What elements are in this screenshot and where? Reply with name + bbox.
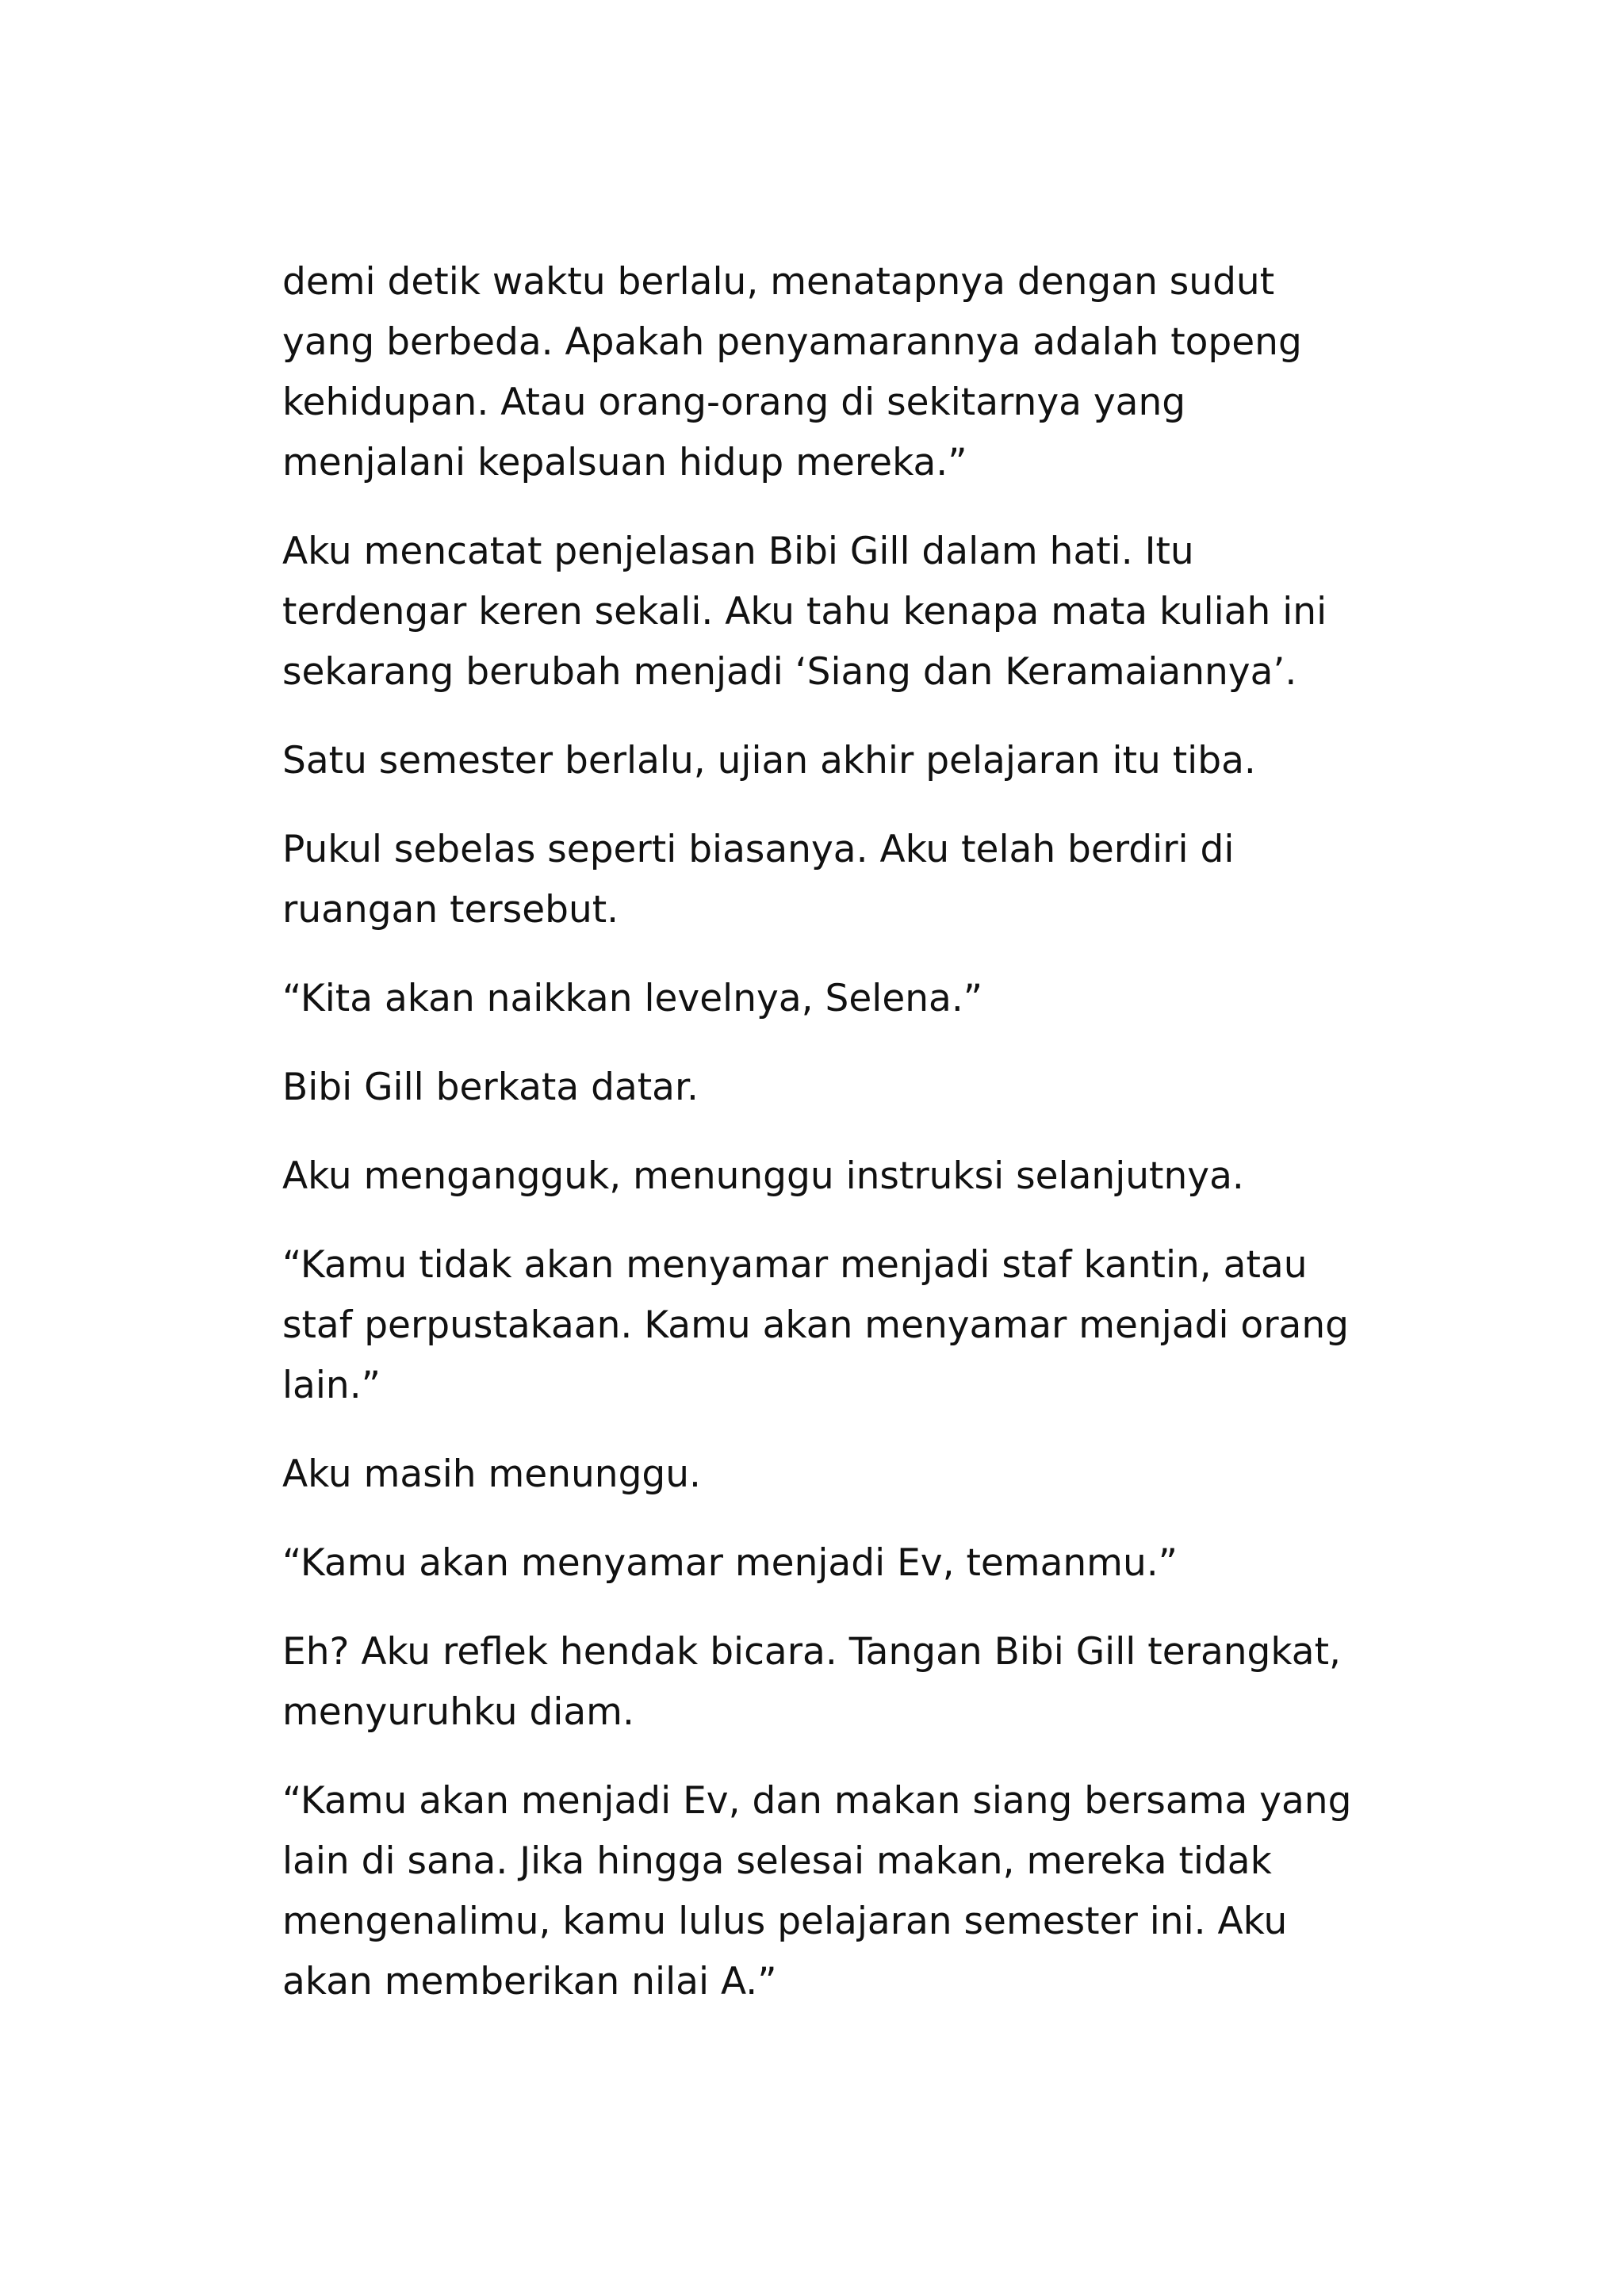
document-body (282, 252, 1377, 2041)
text-line: lain di sana. Jika hingga selesai makan, mereka tidak (282, 1839, 1272, 1883)
text-line: “Kamu akan menyamar menjadi Ev, temanmu.” (282, 1541, 1178, 1585)
paragraph-6 (282, 1058, 1377, 1118)
text-line: terdengar keren sekali. Aku tahu kenapa mata kuliah ini (282, 590, 1327, 633)
text-line: menyuruhku diam. (282, 1690, 634, 1734)
text-line: kehidupan. Atau orang-orang di sekitarnya yang (282, 381, 1186, 424)
text-line: staf perpustakaan. Kamu akan menyamar menjadi orang (282, 1303, 1349, 1347)
paragraph-12 (282, 1771, 1377, 2012)
text-line: Pukul sebelas seperti biasanya. Aku telah berdiri di (282, 828, 1235, 871)
paragraph-9 (282, 1445, 1377, 1505)
text-line: yang berbeda. Apakah penyamarannya adalah topeng (282, 320, 1302, 364)
text-line: sekarang berubah menjadi ‘Siang dan Keramaiannya’. (282, 650, 1297, 694)
text-line: Bibi Gill berkata datar. (282, 1066, 699, 1109)
paragraph-3 (282, 731, 1377, 791)
text-line: “Kamu tidak akan menyamar menjadi staf kantin, atau (282, 1243, 1308, 1287)
text-line: menjalani kepalsuan hidup mereka.” (282, 441, 967, 484)
text-line: lain.” (282, 1364, 381, 1407)
text-line: “Kita akan naikkan levelnya, Selena.” (282, 977, 983, 1020)
paragraph-10 (282, 1533, 1377, 1594)
paragraph-4 (282, 820, 1377, 940)
text-line: Aku mencatat penjelasan Bibi Gill dalam hati. Itu (282, 530, 1194, 573)
text-line: Aku masih menunggu. (282, 1452, 701, 1496)
text-line: ruangan tersebut. (282, 888, 619, 932)
text-line: mengenalimu, kamu lulus pelajaran semester ini. Aku (282, 1900, 1288, 1943)
text-line: demi detik waktu berlalu, menatapnya dengan sudut (282, 260, 1275, 304)
text-line: Aku mengangguk, menunggu instruksi selanjutnya. (282, 1154, 1244, 1198)
paragraph-5 (282, 969, 1377, 1029)
text-line: Eh? Aku reflek hendak bicara. Tangan Bibi Gill terangkat, (282, 1630, 1341, 1674)
paragraph-1 (282, 252, 1377, 493)
paragraph-7 (282, 1146, 1377, 1207)
text-line: “Kamu akan menjadi Ev, dan makan siang bersama yang (282, 1779, 1352, 1823)
text-line: akan memberikan nilai A.” (282, 1960, 777, 2003)
paragraph-2 (282, 522, 1377, 702)
text-line: Satu semester berlalu, ujian akhir pelajaran itu tiba. (282, 739, 1256, 783)
paragraph-8 (282, 1235, 1377, 1416)
paragraph-11 (282, 1622, 1377, 1743)
